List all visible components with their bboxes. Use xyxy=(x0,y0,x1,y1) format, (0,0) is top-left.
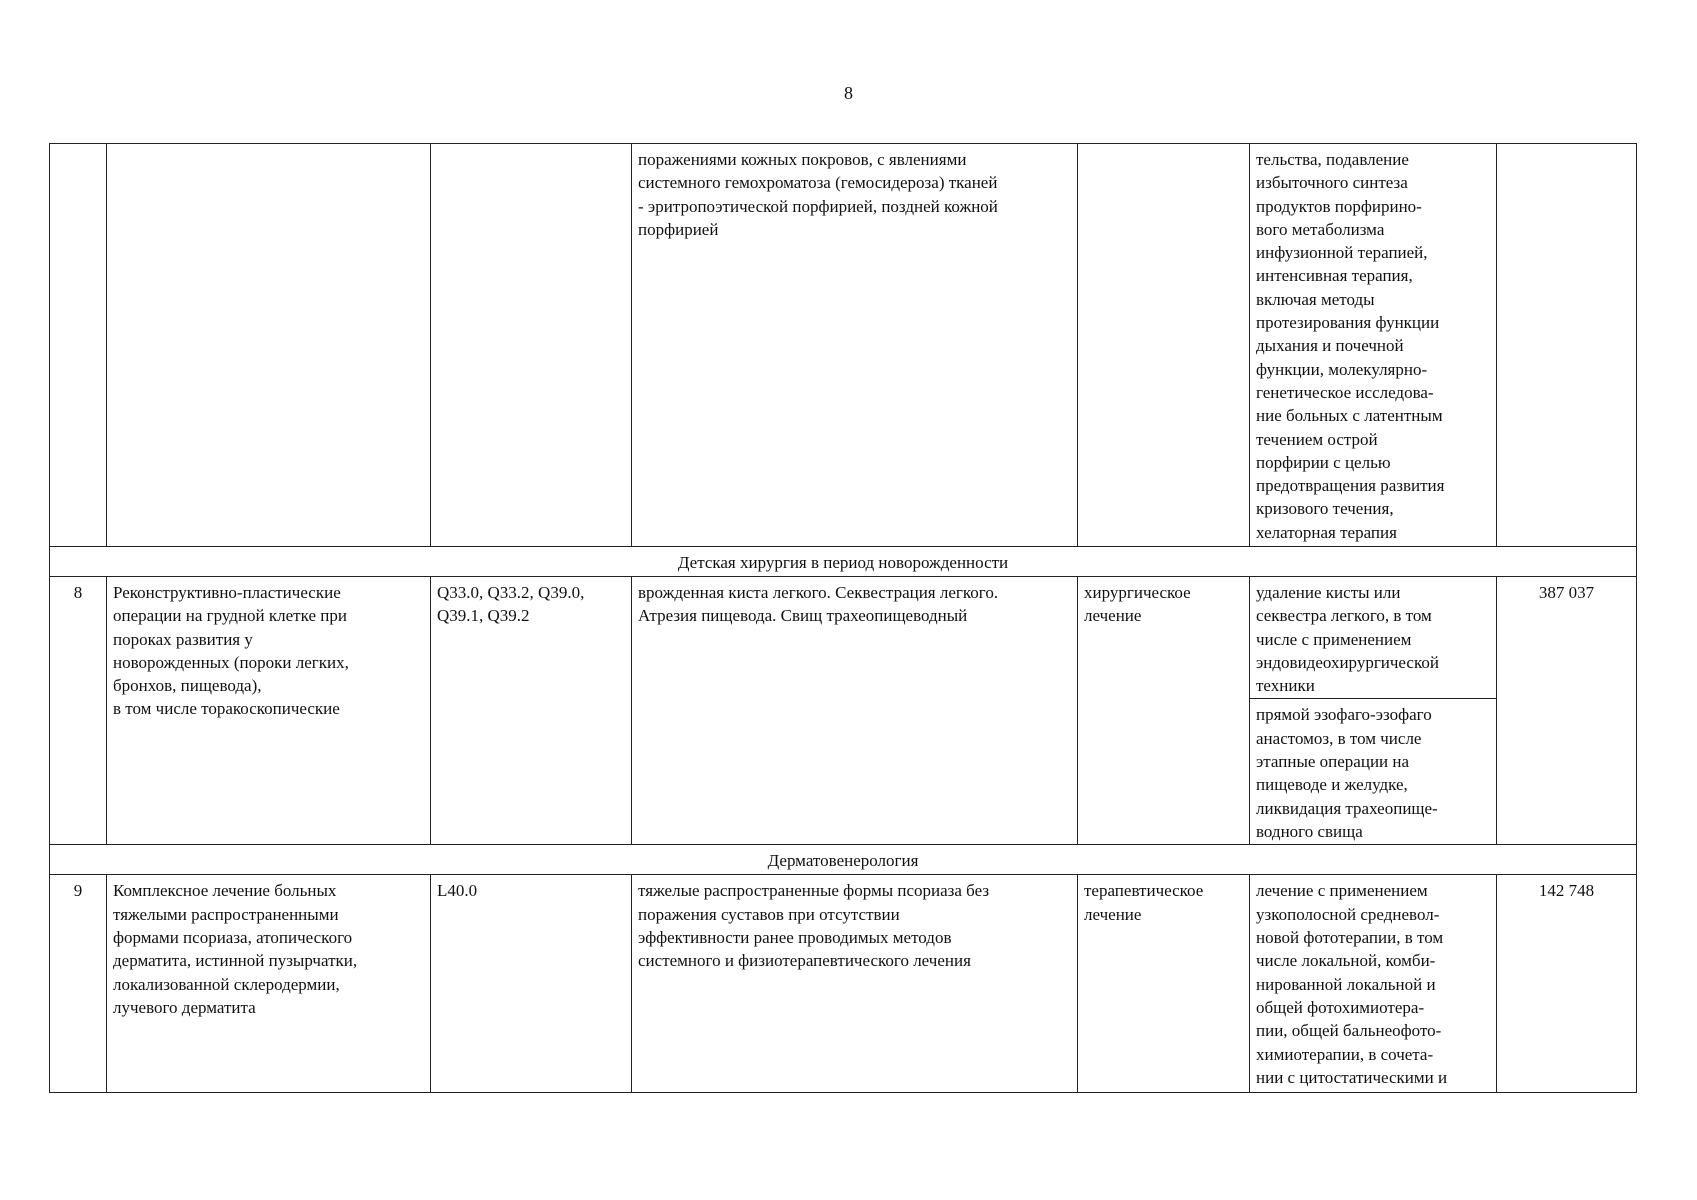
treatment-method: прямой эзофаго-эзофаго анастомоз, в том числе этапные операции на пищеводе и желудке, ликвидация трахеопище- водного свища xyxy=(1250,699,1497,845)
cell-care-type xyxy=(107,144,431,547)
cost-value: 387 037 xyxy=(1497,577,1637,845)
patient-model: тяжелые распространенные формы псориаза без поражения суставов при отсутствии эффективности ранее проводимых методов системного и физиотерапевтического лечения xyxy=(632,875,1078,1093)
icd-codes: L40.0 xyxy=(431,875,632,1093)
treatment-type: терапевтическое лечение xyxy=(1078,875,1250,1093)
icd-codes: Q33.0, Q33.2, Q39.0, Q39.1, Q39.2 xyxy=(431,577,632,845)
section-header-row xyxy=(50,845,1637,875)
continuation-row xyxy=(50,144,1637,547)
cell-cost xyxy=(1497,144,1637,547)
cell-num xyxy=(50,144,107,547)
page-number: 8 xyxy=(844,83,853,103)
cell-treatment-method: тельства, подавление избыточного синтеза продуктов порфирино- вого метаболизма инфузионной терапией, интенсивная терапия, включая методы протезирования функции дыхания и почечной функции, молекулярно- генетическое исследова- ние больных с латентным течением острой порфирии с целью предотвращения развития кризового течения, хелаторная терапия xyxy=(1250,144,1497,547)
care-type-name: Комплексное лечение больных тяжелыми распространенными формами псориаза, атопического дерматита, истинной пузырчатки, локализованной склеродермии, лучевого дерматита xyxy=(107,875,431,1093)
row-number: 9 xyxy=(50,875,107,1093)
cell-patient-model: поражениями кожных покровов, с явлениями системного гемохроматоза (гемосидероза) тканей - эритропоэтической порфирией, поздней кожной порфирией xyxy=(632,144,1078,547)
section-title: Дерматовенерология xyxy=(50,845,1637,875)
treatment-type: хирургическое лечение xyxy=(1078,577,1250,845)
medical-care-table xyxy=(49,143,1637,1093)
section-header-row xyxy=(50,547,1637,577)
section-title: Детская хирургия в период новорожденности xyxy=(50,547,1637,577)
care-type-name: Реконструктивно-пластические операции на грудной клетке при пороках развития у новорожденных (пороки легких, бронхов, пищевода), в том числе торакоскопические xyxy=(107,577,431,845)
cost-value: 142 748 xyxy=(1497,875,1637,1093)
treatment-method: лечение с применением узкополосной средневол- новой фототерапии, в том числе локальной, комби- нированной локальной и общей фотохимиотера- пии, общей бальнеофото- химиотерапии, в сочета- нии с цитостатическими и xyxy=(1250,875,1497,1093)
row-number: 8 xyxy=(50,577,107,845)
table-row xyxy=(50,875,1637,1093)
table-row xyxy=(50,577,1637,699)
treatment-method: удаление кисты или секвестра легкого, в том числе с применением эндовидеохирургической техники xyxy=(1250,577,1497,699)
cell-treatment-type xyxy=(1078,144,1250,547)
patient-model: врожденная киста легкого. Секвестрация легкого. Атрезия пищевода. Свищ трахеопищеводный xyxy=(632,577,1078,845)
cell-icd-codes xyxy=(431,144,632,547)
